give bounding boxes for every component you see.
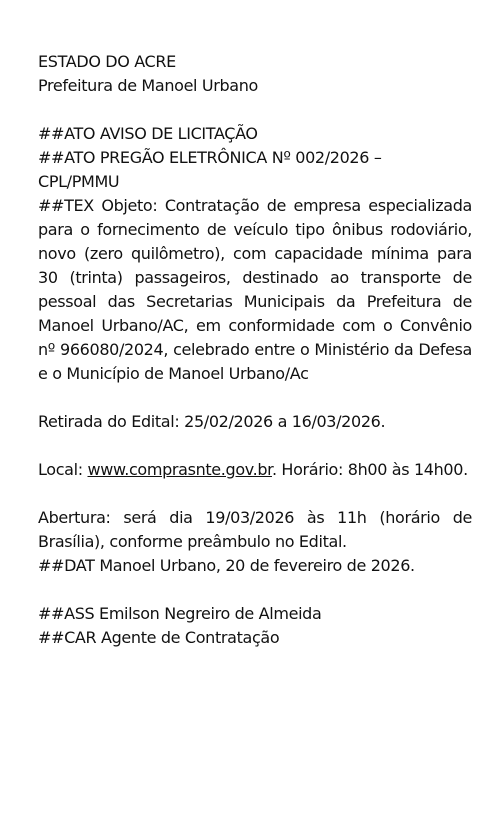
act-pregao-line2: CPL/PMMU — [38, 172, 120, 191]
act-pregao-line1: ##ATO PREGÃO ELETRÔNICA Nº 002/2026 – — [38, 148, 382, 167]
location-paragraph — [38, 458, 472, 482]
location-suffix: . Horário: 8h00 às 14h00. — [271, 460, 468, 479]
state-heading: ESTADO DO ACRE — [38, 52, 176, 71]
spacer — [38, 98, 472, 122]
date-line: ##DAT Manoel Urbano, 20 de fevereiro de 2026. — [38, 556, 415, 575]
spacer — [38, 434, 472, 458]
spacer — [38, 482, 472, 506]
object-paragraph: ##TEX Objeto: Contratação de empresa especializada para o fornecimento de veículo tipo ônibus rodoviário, novo (zero quilômetro), com capacidade mínima para 30 (trinta) passageiros, destinado ao transporte de pessoal das Secretarias Municipais da Prefeitura de Manoel Urbano/AC, em conformidade com o Convênio nº 966080/2024, celebrado entre o Ministério da Defesa e o Município de Manoel Urbano/Ac — [38, 196, 472, 383]
act-title: ##ATO AVISO DE LICITAÇÃO — [38, 124, 258, 143]
city-hall-heading: Prefeitura de Manoel Urbano — [38, 76, 258, 95]
opening-paragraph: Abertura: será dia 19/03/2026 às 11h (horário de Brasília), conforme preâmbulo no Edital. — [38, 508, 472, 551]
signature-role: ##CAR Agente de Contratação — [38, 628, 280, 647]
signature-name: ##ASS Emilson Negreiro de Almeida — [38, 604, 322, 623]
spacer — [38, 386, 472, 410]
spacer — [38, 578, 472, 602]
withdrawal-line: Retirada do Edital: 25/02/2026 a 16/03/2026. — [38, 412, 386, 431]
location-prefix: Local: — [38, 460, 88, 479]
notice-document — [38, 50, 472, 650]
location-url-link[interactable]: www.comprasnte.gov.br — [87, 460, 272, 479]
